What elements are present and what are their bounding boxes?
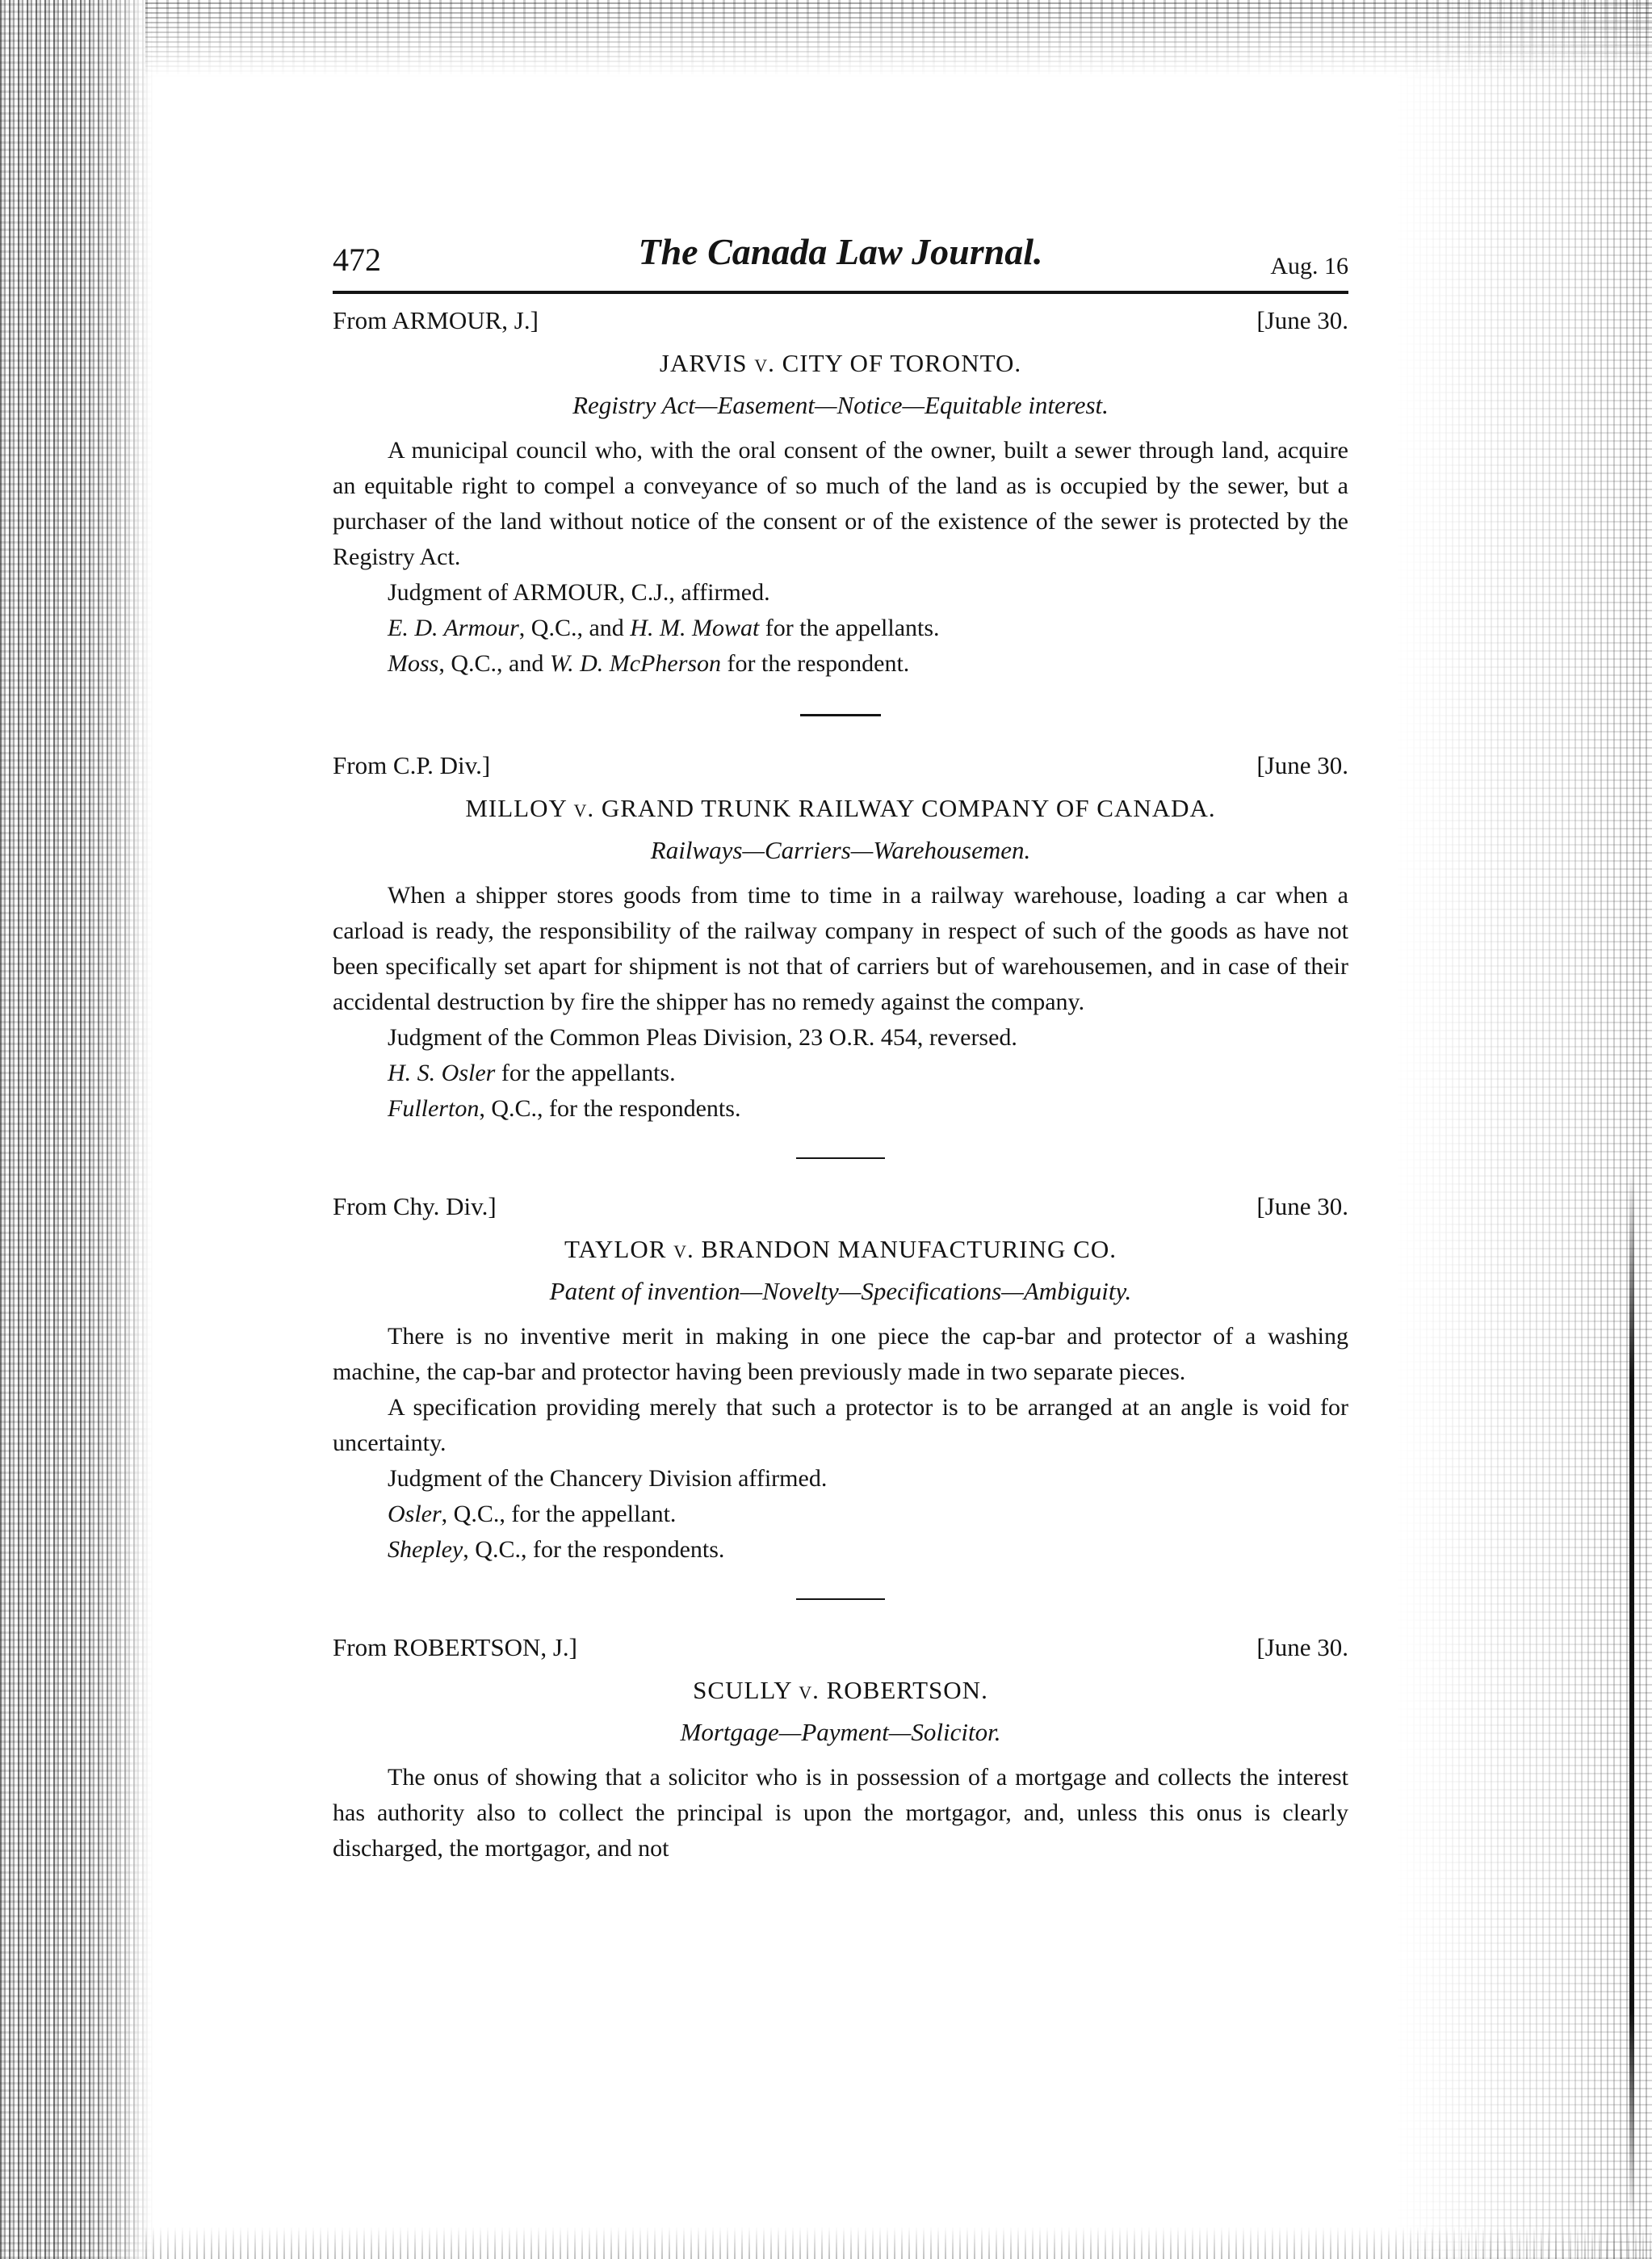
case-title: SCULLY v. ROBERTSON.	[693, 1676, 988, 1704]
case-title: MILLOY v. GRAND TRUNK RAILWAY COMPANY OF CANADA.	[465, 794, 1216, 822]
header-rule	[333, 291, 1348, 294]
case-from: From C.P. Div.]	[333, 751, 491, 779]
counsel-name: Fullerton	[388, 1095, 480, 1122]
journal-title: The Canada Law Journal.	[638, 231, 1043, 272]
case-subject: Registry Act—Easement—Notice—Equitable interest.	[572, 391, 1109, 419]
counsel-text: , Q.C., for the respondents.	[463, 1536, 725, 1563]
issue-date: Aug. 16	[1270, 253, 1348, 279]
counsel-text: , Q.C., for the respondents.	[479, 1095, 741, 1122]
page-number: 472	[333, 241, 381, 278]
case-paragraph: The onus of showing that a solicitor who is in possession of a mortgage and collects the interest has authority also to collect the principal is upon the mortgagor, and, unless this onus is clearly discharged, the mortgagor, and not	[333, 1764, 1348, 1862]
case-counsel	[388, 611, 1348, 646]
counsel-name: W. D. McPherson	[549, 650, 722, 677]
counsel-name: Shepley	[388, 1536, 463, 1563]
case-date: [June 30.	[1256, 306, 1348, 334]
counsel-name: H. M. Mowat	[630, 615, 760, 641]
counsel-text: for the appellants.	[495, 1060, 676, 1086]
case-jarvis	[333, 302, 1348, 682]
case-origin-line	[333, 747, 1348, 784]
case-date: [June 30.	[1256, 1192, 1348, 1220]
counsel-text: , Q.C., and	[518, 615, 631, 641]
case-origin-line	[333, 1188, 1348, 1225]
case-divider	[796, 1157, 885, 1159]
case-subject: Railways—Carriers—Warehousemen.	[650, 836, 1031, 864]
counsel-name: H. S. Osler	[388, 1060, 496, 1086]
case-from: From ARMOUR, J.]	[333, 306, 539, 334]
case-judgment: Judgment of the Chancery Division affirmed.	[388, 1465, 828, 1492]
case-origin-line	[333, 1629, 1348, 1666]
counsel-text: , Q.C., for the appellant.	[441, 1501, 677, 1527]
scan-edge-left	[0, 0, 153, 2259]
scan-edge-right	[1394, 0, 1652, 2259]
scan-edge-bottom	[145, 2227, 1652, 2259]
case-counsel	[388, 1091, 1348, 1127]
case-origin-line	[333, 302, 1348, 339]
case-counsel	[388, 1497, 1348, 1532]
counsel-text: for the respondent.	[721, 650, 910, 677]
case-divider	[800, 714, 881, 716]
case-counsel	[388, 646, 1348, 682]
case-scully	[333, 1629, 1348, 1866]
case-paragraph: There is no inventive merit in making in one piece the cap-bar and protector of a washing machine, the cap-bar and protector having been previously made in two separate pieces.	[333, 1323, 1348, 1385]
case-paragraph: When a shipper stores goods from time to time in a railway warehouse, loading a car when a carload is ready, the responsibility of the railway company in respect of such of the goods as have not been specifically set apart for shipment is not that of carriers but of warehousemen, and in case of their accidental destruction by fire the shipper has no remedy against the company.	[333, 882, 1348, 1015]
case-divider	[796, 1598, 885, 1600]
counsel-name: Moss	[388, 650, 439, 677]
counsel-text: for the appellants.	[759, 615, 940, 641]
counsel-name: Osler	[388, 1501, 442, 1527]
case-date: [June 30.	[1256, 751, 1348, 779]
page-header	[333, 231, 1348, 291]
case-title: JARVIS v. CITY OF TORONTO.	[659, 349, 1022, 377]
case-taylor	[333, 1188, 1348, 1568]
case-paragraph: A specification providing merely that such a protector is to be arranged at an angle is void for uncertainty.	[333, 1394, 1348, 1456]
counsel-name: E. D. Armour	[388, 615, 519, 641]
case-date: [June 30.	[1256, 1633, 1348, 1661]
counsel-text: , Q.C., and	[438, 650, 550, 677]
journal-page	[333, 231, 1348, 1866]
case-milloy	[333, 747, 1348, 1127]
case-judgment: Judgment of ARMOUR, C.J., affirmed.	[388, 579, 770, 606]
case-paragraph: A municipal council who, with the oral consent of the owner, built a sewer through land, acquire an equitable right to compel a conveyance of so much of the land as is occupied by the sewer, but a purchaser of the land without notice of the consent or of the existence of the sewer is protected by the Registry Act.	[333, 437, 1348, 570]
case-title: TAYLOR v. BRANDON MANUFACTURING CO.	[564, 1235, 1117, 1263]
case-judgment: Judgment of the Common Pleas Division, 23 O.R. 454, reversed.	[388, 1024, 1017, 1051]
case-subject: Mortgage—Payment—Solicitor.	[680, 1718, 1001, 1746]
case-counsel	[388, 1056, 1348, 1091]
case-subject: Patent of invention—Novelty—Specifications—Ambiguity.	[549, 1277, 1132, 1305]
scan-edge-right-bar	[1629, 1171, 1634, 2221]
case-from: From ROBERTSON, J.]	[333, 1633, 578, 1661]
case-from: From Chy. Div.]	[333, 1192, 497, 1220]
case-counsel	[388, 1532, 1348, 1568]
